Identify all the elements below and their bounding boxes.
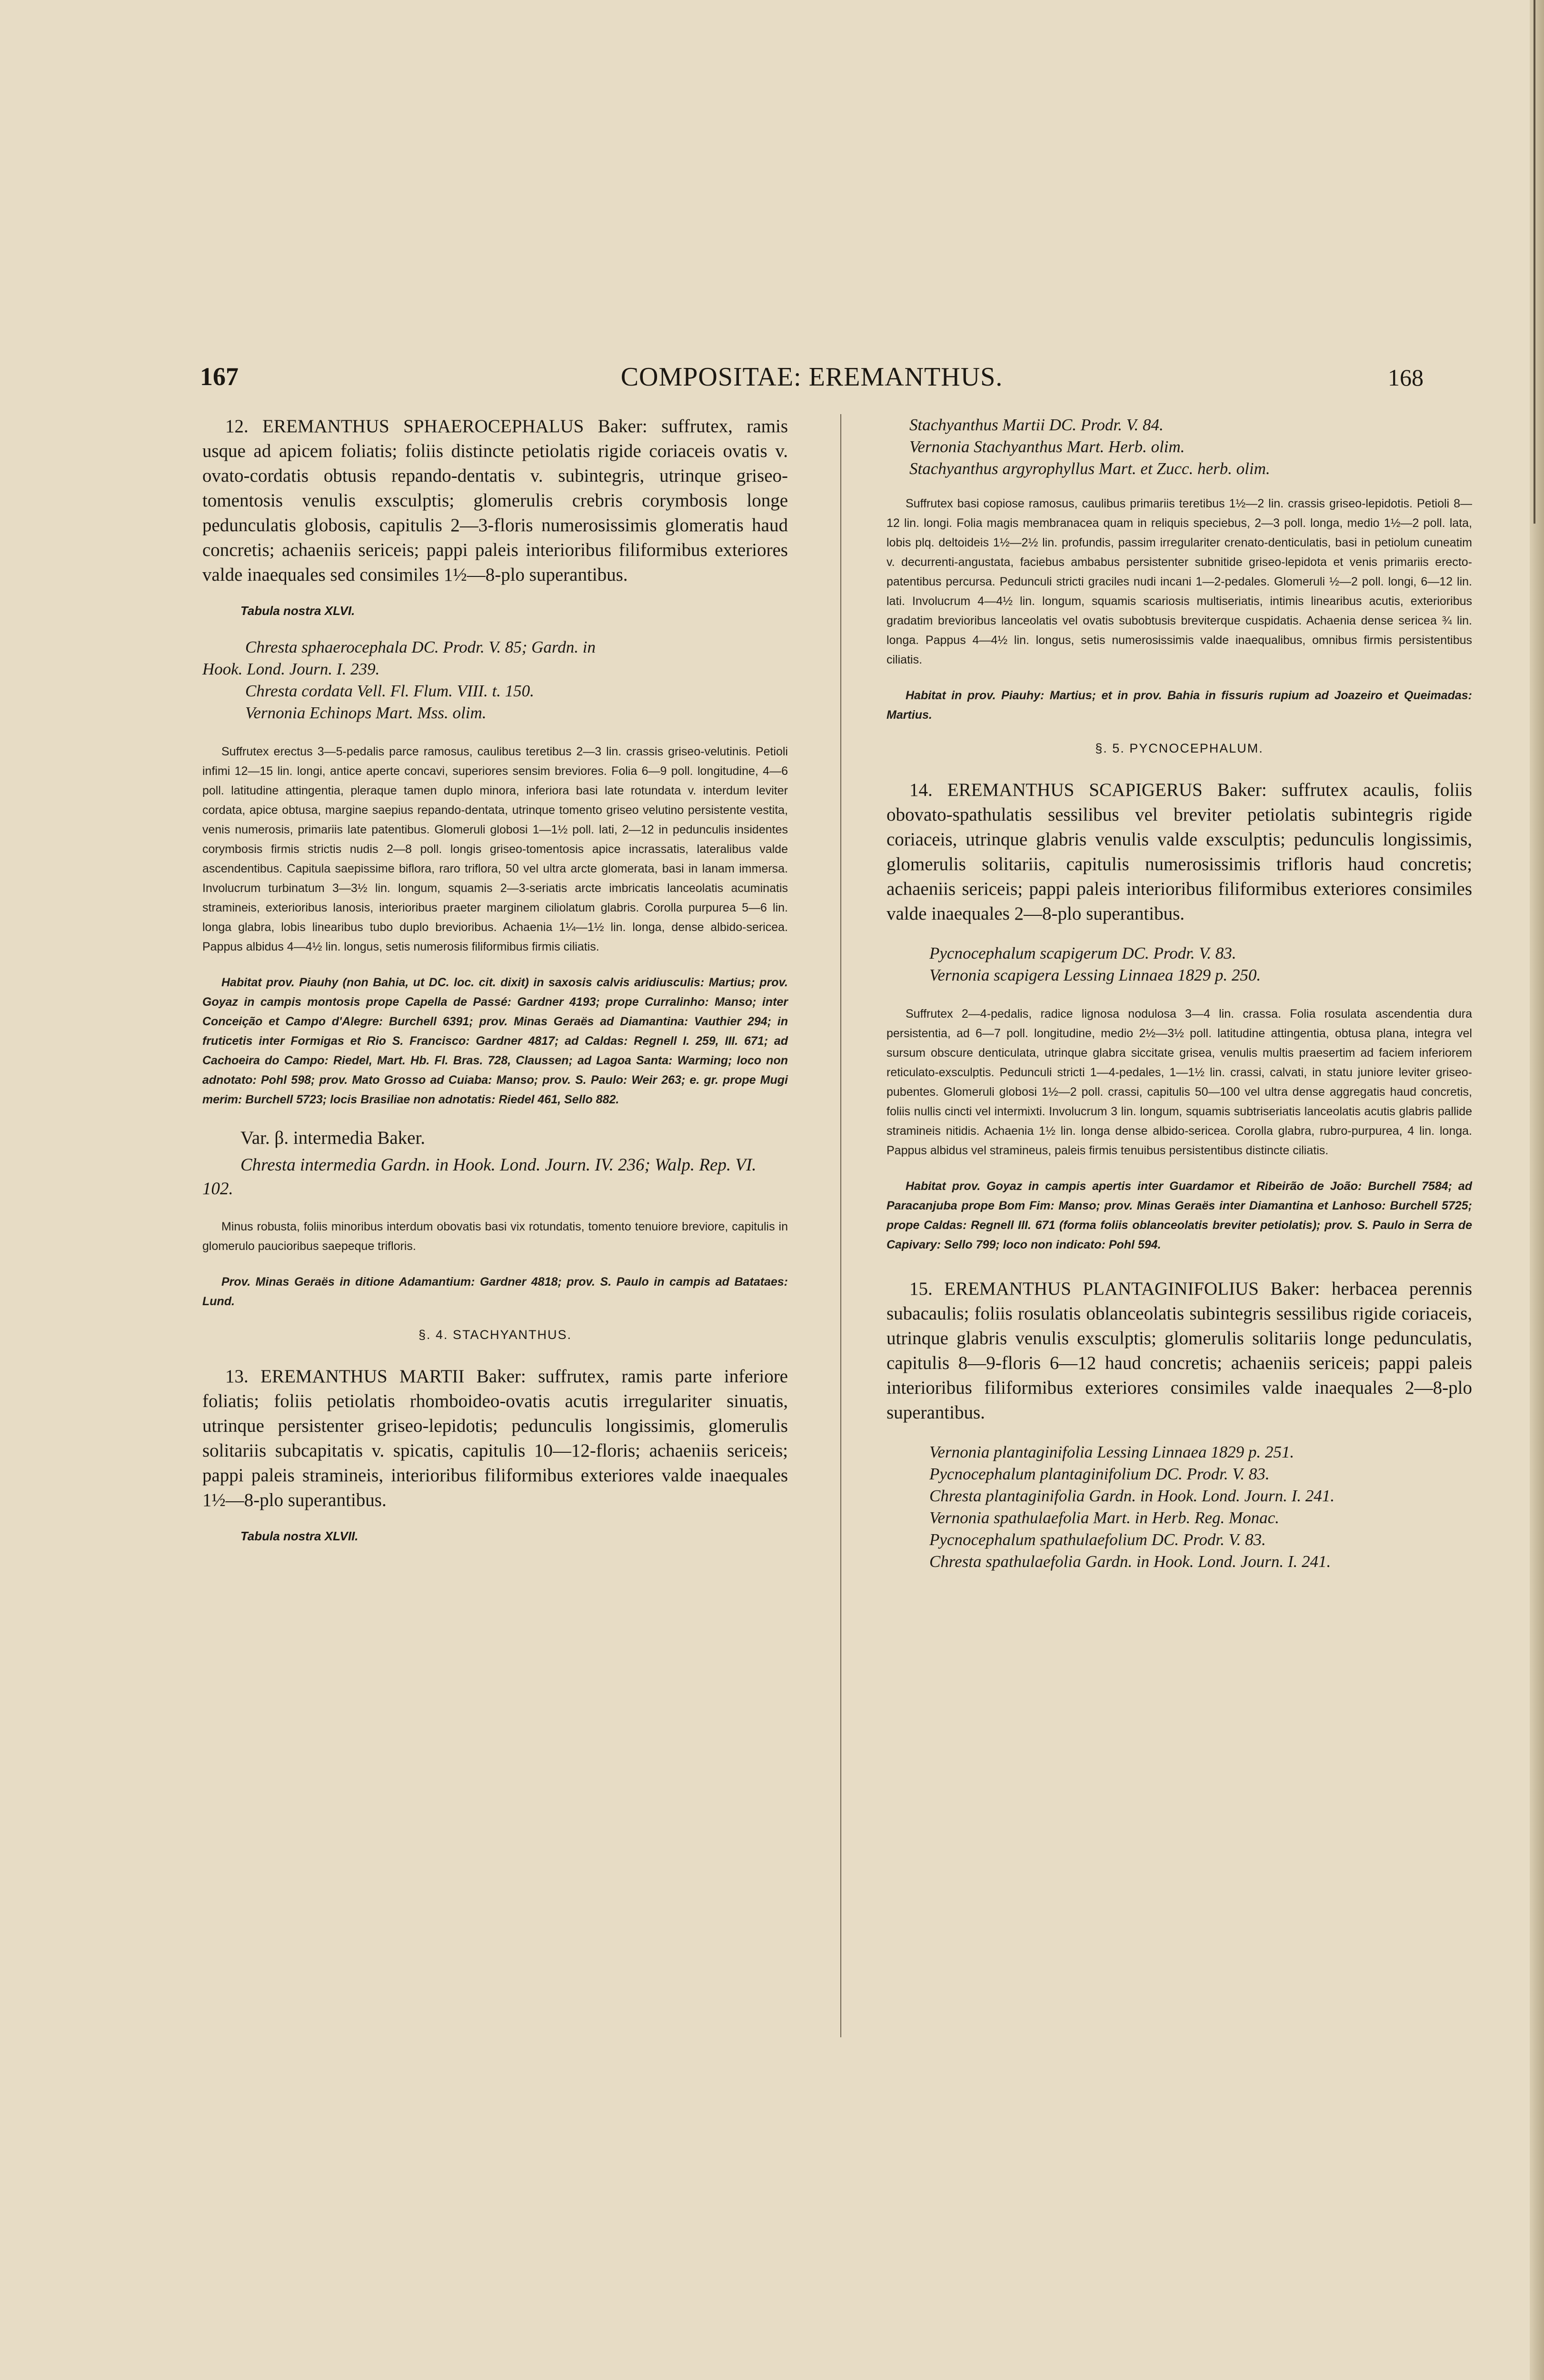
- synonym-line: Chresta cordata Vell. Fl. Flum. VIII. t. 150.: [245, 682, 534, 700]
- variety-beta-habitat: Prov. Minas Geraës in ditione Adamantium: Gardner 4818; prov. S. Paulo in campis ad Batataes: Lund.: [202, 1275, 788, 1308]
- species-13-description: Suffrutex basi copiose ramosus, caulibus primariis teretibus 1½—2 lin. crassis griseo-lepidotis. Petioli 8—12 lin. longi. Folia magis membranacea quam in reliquis speciebus, 2—3 poll. longa, medio 1½—2 poll. lata, lobis plq. deltoideis 1½—2½ lin. profundis, passim irregulariter crenato-denticulatis, basi in petiolum cuneatim v. decurrenti-angustata, faciebus ambabus persistenter subnitide griseo-lepidota et venis primariis erecto-patentibus percursa. Pedunculi stricti graciles nudi incani 1—2-pedales. Glomeruli ½—2 poll. longi, 6—12 lin. lati. Involucrum 4—4½ lin. longum, squamis scariosis multiseriatis, intimis linearibus acutis, exterioribus gradatim brevioribus lanceolatis vel ovatis subobtusis breviterque cuspidatis. Achaenia dense sericea ¾ lin. longa. Pappus 4—4½ lin. longus, setis numerosissimis valde inaequalibus, omnibus firmis persistentibus ciliatis.: [887, 497, 1472, 666]
- species-13-diagnosis: 13. EREMANTHUS MARTII Baker: suffrutex, ramis parte inferiore foliatis; foliis petiolatis rhomboideo-ovatis acutis irregulariter sinuatis, utrinque persistenter griseo-lepidotis; pedunculis longissimis, glomerulis solitariis subcapitatis v. spicatis, capitulis 10—12-floris; achaeniis sericeis; pappi paleis stramineis, interioribus filiformibus exteriores valde inaequales 1½—8-plo superantibus.: [202, 1366, 788, 1510]
- synonym-line: Stachyanthus Martii DC. Prodr. V. 84.: [909, 416, 1164, 434]
- plate-reference-46: Tabula nostra XLVI.: [240, 604, 355, 618]
- synonym-line: Vernonia spathulaefolia Mart. in Herb. Reg. Monac.: [929, 1508, 1279, 1527]
- species-14-habitat: Habitat prov. Goyaz in campis apertis inter Guardamor et Ribeirão de João: Burchell 7584; ad Paracanjuba prope Bom Fim: Manso; prov. Minas Geraës inter Diamantina et Lanhoso: Burchell 5725; prope Caldas: Regnell III. 671 (forma foliis oblanceolatis breviter petiolatis); prov. S. Paulo in Serra de Capivary: Sello 799; loco non indicato: Pohl 594.: [887, 1180, 1472, 1251]
- synonym-line: Vernonia Echinops Mart. Mss. olim.: [245, 704, 487, 722]
- species-12-synonyms: [202, 636, 788, 724]
- synonym-line: Chresta spathulaefolia Gardn. in Hook. Lond. Journ. I. 241.: [929, 1552, 1331, 1571]
- book-spine-edge: [1530, 0, 1544, 2380]
- synonym-line: Vernonia scapigera Lessing Linnaea 1829 p. 250.: [929, 966, 1261, 984]
- synonym-line: Chresta plantaginifolia Gardn. in Hook. Lond. Journ. I. 241.: [929, 1487, 1335, 1505]
- right-column: [887, 414, 1472, 1591]
- section-heading-pycnocephalum: §. 5. PYCNOCEPHALUM.: [1095, 741, 1264, 755]
- species-12-diagnosis: 12. EREMANTHUS SPHAEROCEPHALUS Baker: suffrutex, ramis usque ad apicem foliatis; foliis distincte petiolatis rigide coriaceis ovatis v. ovato-cordatis obtusis repando-dentatis v. subintegris, utrinque griseo-tomentosis venulis exsculptis; glomerulis crebris corymbosis longe pedunculatis globosis, capitulis 2—3-floris numerosissimis glomeratis haud concretis; achaeniis sericeis; pappi paleis interioribus filiformibus exteriores valde inaequales sed consimiles 1½—8-plo superantibus.: [202, 416, 788, 585]
- synonym-line: Vernonia Stachyanthus Mart. Herb. olim.: [909, 437, 1185, 456]
- species-14-description: Suffrutex 2—4-pedalis, radice lignosa nodulosa 3—4 lin. crassa. Folia rosulata ascendentia dura persistentia, ad 6—7 poll. longitudine, medio 2½—3½ poll. latitudine attingentia, obtusa plana, integra vel sursum obscure denticulata, utrinque glabra siccitate grisea, venulis multis praesertim ad faciem inferiorem reticulato-exsculptis. Pedunculi stricti 1—4-pedales, 1—1½ lin. crassi, calvati, in statu juniore leviter griseo-pubentes. Glomeruli globosi 1½—2 poll. crassi, capitulis 50—100 vel ultra dense aggregatis haud concretis, foliis nullis cincti vel intermixti. Involucrum 3 lin. longum, squamis subtriseriatis lanceolatis acutis glabris pallide stramineis nitidis. Achaenia 1½ lin. longa dense albido-sericea. Corolla glabra, rubro-purpurea, 4 lin. longa. Pappus albidus vel stramineus, paleis firmis tenuibus persistentibus distincte ciliatis.: [887, 1007, 1472, 1157]
- running-title: COMPOSITAE: EREMANTHUS.: [620, 362, 1003, 392]
- plate-reference-47: Tabula nostra XLVII.: [240, 1529, 359, 1543]
- species-14-synonyms: [887, 942, 1472, 986]
- running-header: [200, 362, 1424, 414]
- page-number-right: 168: [1388, 364, 1424, 391]
- species-15-synonyms: [887, 1441, 1472, 1573]
- synonym-line: Pycnocephalum plantaginifolium DC. Prodr. V. 83.: [929, 1465, 1270, 1483]
- species-15-diagnosis: 15. EREMANTHUS PLANTAGINIFOLIUS Baker: herbacea perennis subacaulis; foliis rosulatis oblanceolatis subintegris sessilibus rigide coriaceis, utrinque glabris venulis exsculptis; glomerulis solitariis longe pedunculatis, capitulis 8—9-floris 6—12 haud concretis; achaeniis sericeis; pappi paleis interioribus filiformibus exteriores consimiles valde inaequales 2—8-plo superantibus.: [887, 1279, 1472, 1423]
- page-number-left: 167: [200, 362, 239, 391]
- species-12-habitat: Habitat prov. Piauhy (non Bahia, ut DC. loc. cit. dixit) in saxosis calvis aridiusculis: Martius; prov. Goyaz in campis montosis prope Capella de Passé: Gardner 4193; prope Curralinho: Manso; inter Conceição et Campo d'Alegre: Burchell 6391; prov. Minas Geraës ad Diamantina: Vauthier 294; in fruticetis inter Formigas et Rio S. Francisco: Gardner 4817; ad Caldas: Regnell I. 259, III. 671; ad Cachoeira do Campo: Riedel, Mart. Hb. Fl. Bras. 728, Claussen; ad Lagoa Santa: Warming; loco non adnotato: Pohl 598; prov. Mato Grosso ad Cuiaba: Manso; prov. S. Paulo: Weir 263; e. gr. prope Mugi merim: Burchell 5723; locis Brasiliae non adnotatis: Riedel 461, Sello 882.: [202, 976, 788, 1106]
- synonym-line: Vernonia plantaginifolia Lessing Linnaea 1829 p. 251.: [929, 1443, 1295, 1461]
- species-13-synonyms: [887, 414, 1472, 480]
- species-12-description: Suffrutex erectus 3—5-pedalis parce ramosus, caulibus teretibus 2—3 lin. crassis griseo-velutinis. Petioli infimi 12—15 lin. longi, antice aperte concavi, superiores sensim breviores. Folia 6—9 poll. longitudine, 4—6 poll. latitudine attingentia, pleraque tamen duplo minora, inferiora basi late rotundata v. interdum leviter cordata, apice obtusa, margine saepius repando-dentata, utrinque tomento griseo velutino persistente vestita, venis numerosis, primariis late patentibus. Glomeruli globosi 1—1½ poll. lati, 2—12 in pedunculis insidentes corymbosis firmis strictis nudis 2—8 poll. longis griseo-tomentosis apice incrassatis, lateralibus valde ascendentibus. Capitula saepissime biflora, raro triflora, 50 vel ultra arcte glomerata, basi in lanam immersa. Involucrum turbinatum 3—3½ lin. longum, squamis 2—3-seriatis arcte imbricatis lanceolatis acuminatis stramineis, exterioribus lanosis, interioribus praeter marginem ciliolatum glabris. Corolla purpurea 5—6 lin. longa glabra, lobis linearibus tubo duplo brevioribus. Achaenia 1¼—1½ lin. longa, dense albido-sericea. Pappus albidus 4—4½ lin. longus, setis numerosis filiformibus firmis ciliatis.: [202, 745, 788, 953]
- column-divider: [840, 414, 841, 2037]
- species-14-diagnosis: 14. EREMANTHUS SCAPIGERUS Baker: suffrutex acaulis, foliis obovato-spathulatis sessilibus vel breviter petiolatis subintegris rigide coriaceis, utrinque glabris venulis valde exsculptis; pedunculis longissimis, glomerulis solitariis, capitulis numerosissimis trifloris haud concretis; achaeniis sericeis; pappi paleis interioribus filiformibus exteriores consimiles valde inaequales 2—8-plo superantibus.: [887, 780, 1472, 924]
- species-13-habitat: Habitat in prov. Piauhy: Martius; et in prov. Bahia in fissuris rupium ad Joazeiro et Queimadas: Martius.: [887, 689, 1472, 722]
- synonym-line: Stachyanthus argyrophyllus Mart. et Zucc. herb. olim.: [909, 459, 1270, 478]
- variety-beta-synonym: Chresta intermedia Gardn. in Hook. Lond. Journ. IV. 236; Walp. Rep. VI. 102.: [202, 1155, 757, 1199]
- synonym-line: Chresta sphaerocephala DC. Prodr. V. 85; Gardn. in: [245, 638, 596, 656]
- spine-rule: [1534, 0, 1535, 524]
- synonym-line: Pycnocephalum spathulaefolium DC. Prodr. V. 83.: [929, 1530, 1266, 1549]
- left-column: [202, 414, 788, 1562]
- section-heading-stachyanthus: §. 4. STACHYANTHUS.: [418, 1328, 572, 1342]
- variety-beta-heading: Var. β. intermedia Baker.: [240, 1128, 426, 1148]
- synonym-line: Hook. Lond. Journ. I. 239.: [202, 660, 380, 678]
- synonym-line: Pycnocephalum scapigerum DC. Prodr. V. 83.: [929, 944, 1236, 962]
- variety-beta-description: Minus robusta, foliis minoribus interdum obovatis basi vix rotundatis, tomento tenuiore breviore, capitulis in glomerulo paucioribus saepeque trifloris.: [202, 1220, 788, 1253]
